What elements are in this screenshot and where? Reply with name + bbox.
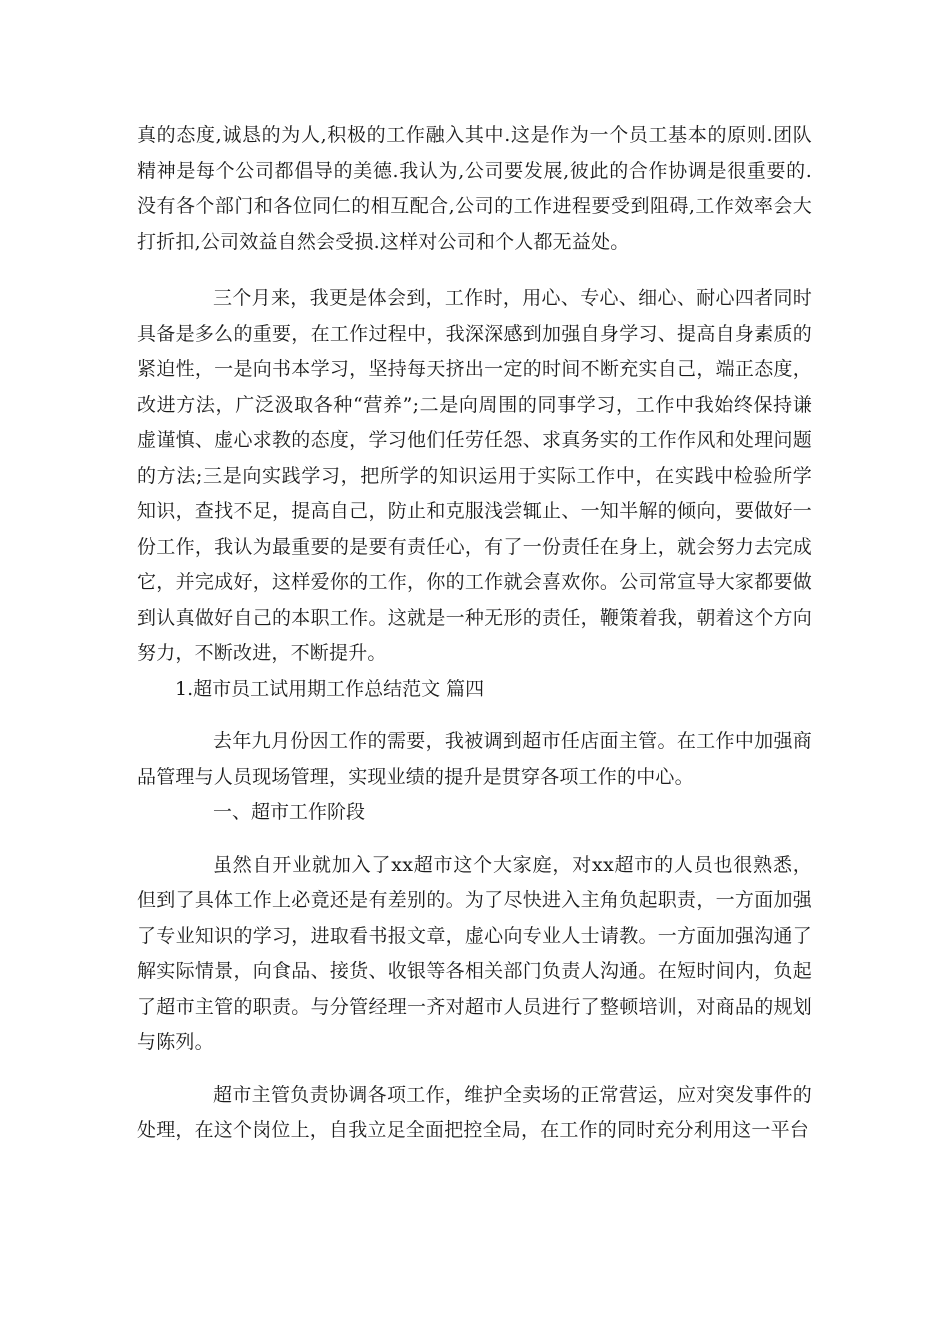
document-page — [137, 118, 812, 1149]
paragraph-intro: 去年九月份因工作的需要，我被调到超市任店面主管。在工作中加强商品管理与人员现场管理，实现业绩的提升是贯穿各项工作的中心。 — [137, 730, 812, 788]
section-heading: 1.超市员工试用期工作总结范文 篇四 — [175, 677, 485, 700]
paragraph-three-months: 三个月来，我更是体会到，工作时，用心、专心、细心、耐心四者同时具备是多么的重要，在工作过程中，我深深感到加强自身学习、提高自身素质的紧迫性，一是向书本学习，坚持每天挤出一定的时间不断充实自己，端正态度，改进方法，广泛汲取各种“营养”;二是向周围的同事学习，工作中我始终保持谦虚谨慎、虚心求教的态度，学习他们任劳任怨、求真务实的工作作风和处理问题的方法;三是向实践学习，把所学的知识运用于实际工作中，在实践中检验所学知识，查找不足，提高自己，防止和克服浅尝辄止、一知半解的倾向，要做好一份工作，我认为最重要的是要有责任心，有了一份责任在身上，就会努力去完成它，并完成好，这样爱你的工作，你的工作就会喜欢你。公司常宣导大家都要做到认真做好自己的本职工作。这就是一种无形的责任，鞭策着我，朝着这个方向努力，不断改进，不断提升。 — [137, 287, 812, 664]
paragraph-work-stage: 虽然自开业就加入了xx超市这个大家庭，对xx超市的人员也很熟悉，但到了具体工作上必竟还是有差别的。为了尽快进入主角负起职责，一方面加强了专业知识的学习，进取看书报文章，虚心向专业人士请教。一方面加强沟通了解实际情景，向食品、接货、收银等各相关部门负责人沟通。在短时间内，负起了超市主管的职责。与分管经理一齐对超市人员进行了整顿培训，对商品的规划与陈列。 — [137, 853, 812, 1053]
subsection-heading: 一、超市工作阶段 — [213, 801, 366, 823]
paragraph-supervisor-duties: 超市主管负责协调各项工作，维护全卖场的正常营运，应对突发事件的处理，在这个岗位上，自我立足全面把控全局，在工作的同时充分利用这一平台 — [137, 1083, 812, 1141]
paragraph-teamwork: 真的态度,诚恳的为人,积极的工作融入其中.这是作为一个员工基本的原则.团队精神是每个公司都倡导的美德.我认为,公司要发展,彼此的合作协调是很重要的.没有各个部门和各位同仁的相互配合,公司的工作进程要受到阻碍,工作效率会大打折扣,公司效益自然会受损.这样对公司和个人都无益处。 — [137, 124, 812, 253]
